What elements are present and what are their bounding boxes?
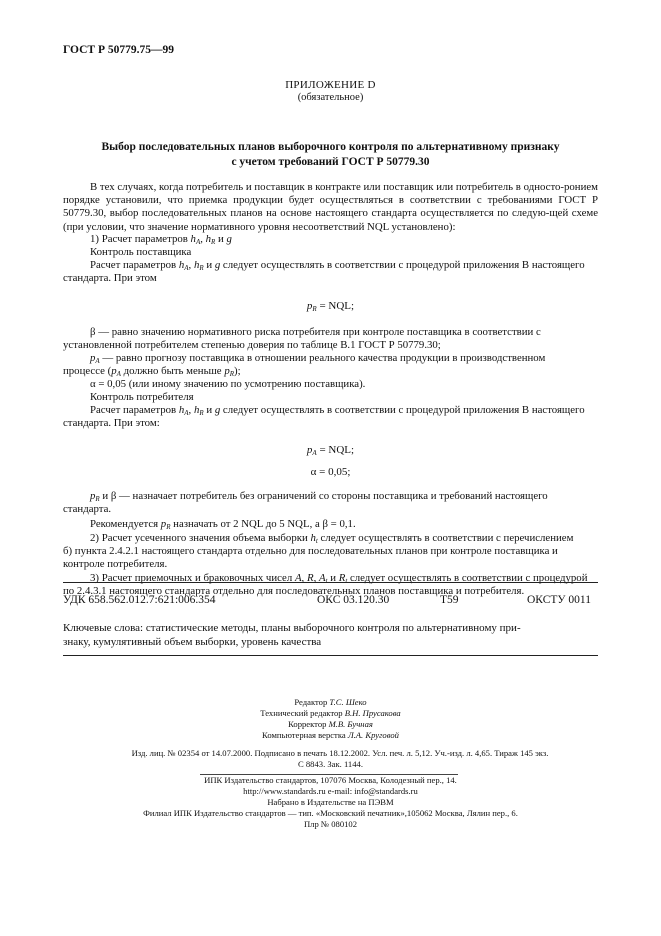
oks-code: ОКС 03.120.30 — [317, 594, 390, 606]
publication-order: С 8843. Зак. 1144. — [298, 759, 363, 769]
control-consumer-heading: Контроль потребителя — [90, 391, 194, 403]
beta-definition-2: установленной потребителем степенью доверия по таблице В.1 ГОСТ Р 50779.30; — [63, 339, 441, 351]
standard-note-2: стандарта. При этом: — [63, 417, 160, 429]
section-title-line2: с учетом требований ГОСТ Р 50779.30 — [231, 156, 430, 168]
beta-definition-1: β — равно значению нормативного риска потребителя при контроле поставщика в соответствии с — [90, 326, 541, 338]
appendix-subtitle: (обязательное) — [297, 92, 364, 103]
keywords-line2: знаку, кумулятивный объем выборки, уровень качества — [63, 636, 322, 648]
t-code: Т59 — [440, 594, 459, 606]
item2-line3: контроле потребителя. — [63, 558, 168, 570]
alpha-definition: α = 0,05 (или иному значению по усмотрению поставщика). — [90, 378, 366, 390]
pa-definition-2: процессе ($p_A$ должно быть меньше $p_R$); — [63, 365, 241, 378]
item3-line1: 3) Расчет приемочных и браковочных чисел A, R, $A_t$ и $R_t$ следует осуществлять в соответствии с процедурой — [90, 572, 588, 585]
udc-code: УДК 658.562.012.7:621:006.354 — [63, 594, 216, 606]
calc-consumer-line: Расчет параметров $h_A$, $h_R$ и g следует осуществлять в соответствии с процедурой приложения В настоящего — [90, 404, 585, 417]
credit-layout: Компьютерная верстка Л.А. Круговой — [262, 730, 399, 740]
keywords-line1: Ключевые слова: статистические методы, планы выборочного контроля по альтернативному при- — [63, 622, 521, 634]
publisher-web: http://www.standards.ru e-mail: info@standards.ru — [243, 786, 418, 796]
credit-tech-editor: Технический редактор В.Н. Прусакова — [260, 708, 401, 718]
standard-note-1: стандарта. При этом — [63, 272, 157, 284]
calc-supplier-line: Расчет параметров $h_A$, $h_R$ и g следует осуществлять в соответствии с процедурой приложения В настоящего — [90, 259, 585, 272]
top-divider — [63, 582, 598, 583]
publisher-address: ИПК Издательство стандартов, 107076 Москва, Колодезный пер., 14. — [204, 775, 457, 785]
section-title-line1: Выбор последовательных планов выборочного контроля по альтернативному признаку — [101, 141, 560, 153]
standard-header: ГОСТ Р 50779.75—99 — [63, 44, 174, 56]
keywords-divider — [63, 655, 598, 656]
pr-beta-line-2: стандарта. — [63, 503, 112, 515]
formula-pa-nql: $p_A$ = NQL; — [306, 444, 355, 457]
credit-editor: Редактор Т.С. Шеко — [294, 697, 367, 707]
item3-line2: по 2.4.3.1 настоящего стандарта отдельно для последовательных планов поставщика и потребителя. — [63, 585, 525, 597]
publication-license: Изд. лиц. № 02354 от 14.07.2000. Подписано в печать 18.12.2002. Усл. печ. л. 5,12. Уч.-изд. л. 4,65. Тираж 145 экз. — [131, 748, 549, 758]
typeset-note: Набрано в Издательстве на ПЭВМ — [267, 797, 394, 807]
okstu-code: ОКСТУ 0011 — [527, 594, 591, 606]
item2-line1: 2) Расчет усеченного значения объема выборки $h_t$ следует осуществлять в соответствии с перечислением — [90, 532, 574, 545]
pa-definition-1: $p_A$ — равно прогнозу поставщика в отношении реального качества продукции в производственном — [90, 352, 546, 365]
pr-beta-line: $p_R$ и β — назначает потребитель без ограничений со стороны поставщика и требований настоящего — [90, 490, 548, 503]
printer-branch: Филиал ИПК Издательство стандартов — тип. «Московский печатник»,105062 Москва, Лялин пер., 6. — [143, 808, 518, 818]
control-supplier-heading: Контроль поставщика — [90, 246, 192, 258]
credit-proofreader: Корректор М.В. Бучная — [288, 719, 373, 729]
item2-line2: б) пункта 2.4.2.1 настоящего стандарта отдельно для последовательных планов при контроле поставщика и — [63, 545, 558, 557]
intro-paragraph: В тех случаях, когда потребитель и поставщик в контракте или поставщик или потребитель в односто-ронием порядке установили, что приемка продукции будет осуществляться в соответствии с требованиями ГОСТ Р 50779.30, выбор последовательных планов на основе настоящего стандарта осуществляется по следую-щей схеме (при условии, что значение нормативного уровня несоответствий NQL установлено): — [63, 181, 598, 233]
printer-license: Плр № 080102 — [303, 819, 358, 829]
item1-line: 1) Расчет параметров $h_A$, $h_R$ и g — [90, 233, 232, 246]
formula-pr-nql: $p_R$ = NQL; — [306, 300, 355, 313]
appendix-title: ПРИЛОЖЕНИЕ D — [285, 79, 376, 91]
recommendation-line: Рекомендуется $p_R$ назначать от 2 NQL до 5 NQL, а β = 0,1. — [90, 518, 356, 531]
formula-alpha: α = 0,05; — [310, 466, 351, 478]
